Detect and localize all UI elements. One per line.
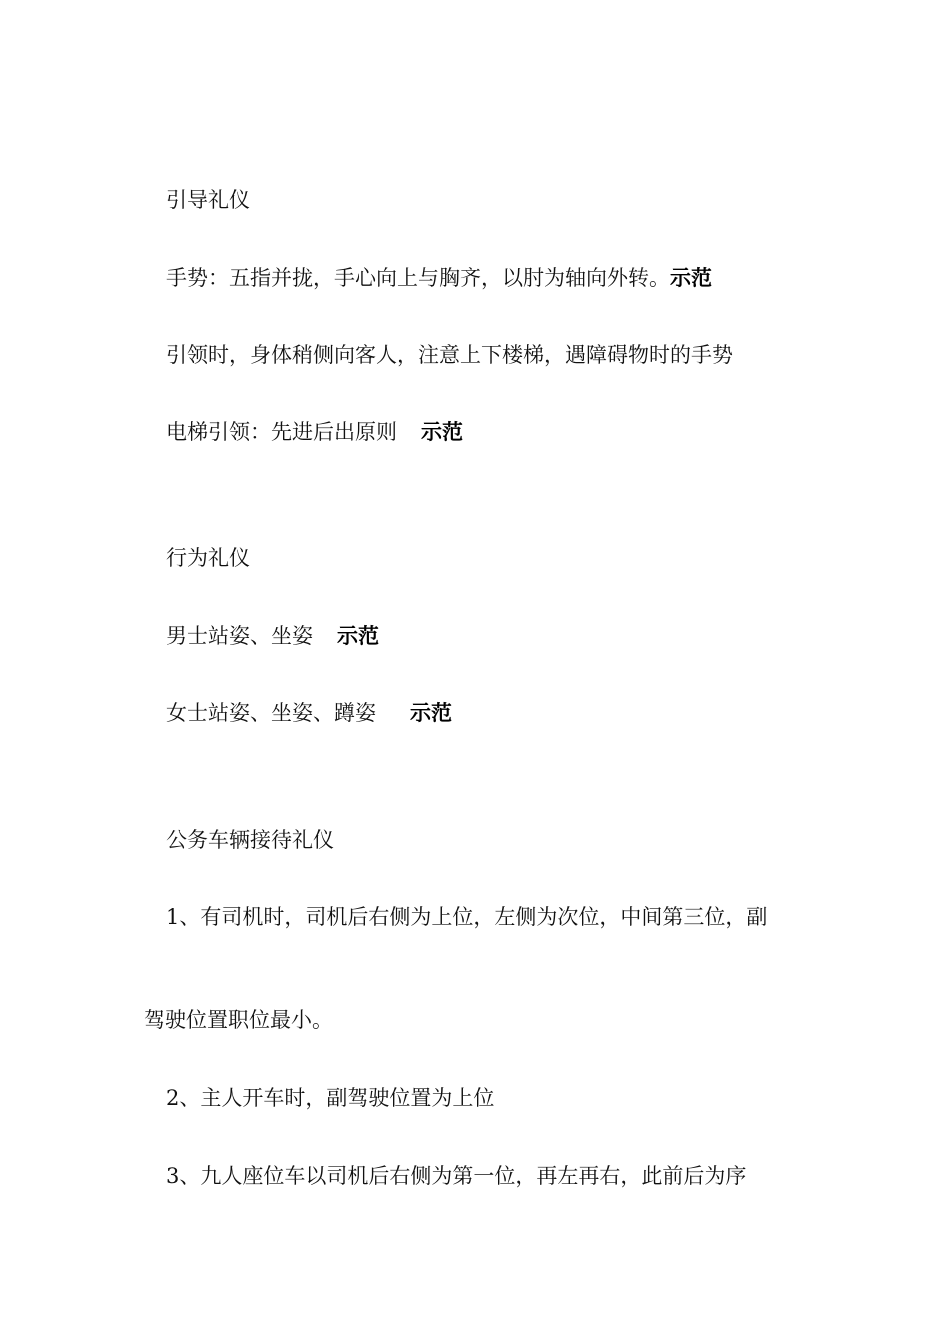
vehicle-item3: 3、九人座位车以司机后右侧为第一位，再左再右，此前后为序 [166, 1164, 747, 1188]
behavior-women-line [166, 699, 452, 727]
guide-gesture-demo: 示范 [670, 266, 712, 290]
behavior-heading: 行为礼仪 [166, 546, 250, 570]
guide-gesture-text: 手势：五指并拢，手心向上与胸齐，以肘为轴向外转。 [166, 266, 670, 290]
behavior-women-demo: 示范 [410, 701, 452, 725]
guide-leading-text: 引领时，身体稍侧向客人，注意上下楼梯，遇障碍物时的手势 [166, 343, 733, 367]
vehicle-item1-line2: 驾驶位置职位最小。 [144, 1008, 333, 1032]
guide-elevator-demo: 示范 [421, 420, 463, 444]
guide-elevator-line [166, 418, 463, 446]
behavior-men-text: 男士站姿、坐姿 [166, 624, 313, 648]
behavior-men-line [166, 622, 379, 650]
behavior-women-text: 女士站姿、坐姿、蹲姿 [166, 701, 376, 725]
behavior-men-demo: 示范 [337, 624, 379, 648]
vehicle-item1-line1: 1、有司机时，司机后右侧为上位，左侧为次位，中间第三位，副 [166, 905, 768, 929]
vehicle-item2: 2、主人开车时，副驾驶位置为上位 [166, 1086, 495, 1110]
guide-gesture-line [166, 264, 712, 292]
guide-heading: 引导礼仪 [166, 188, 250, 212]
vehicle-heading: 公务车辆接待礼仪 [166, 828, 334, 852]
guide-elevator-text: 电梯引领：先进后出原则 [166, 420, 397, 444]
